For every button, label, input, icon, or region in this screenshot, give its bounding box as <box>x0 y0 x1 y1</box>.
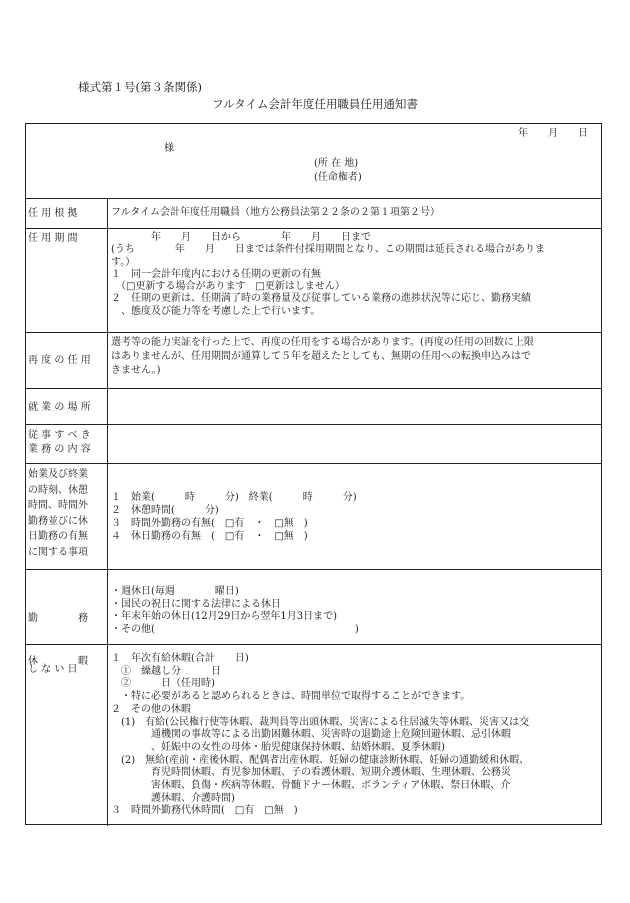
location-field: (所 在 地) <box>314 158 359 169</box>
row-divider <box>26 198 601 199</box>
hours-label-line: 始業及び終業 <box>28 469 88 480</box>
hours-line: ２ 休憩時間( 分) <box>111 505 219 516</box>
period-line: 、態度及び能力等を考慮した上で行います。 <box>111 305 321 317</box>
leave-line: 害休暇、負傷・疾病等休暇、骨髄ドナー休暇、ボランティア休暇、祭日休暇、介 <box>111 780 511 792</box>
hours-line: ４ 休日勤務の有無 ( □有 ・ □無 ) <box>111 531 308 542</box>
row-divider <box>26 424 601 425</box>
hours-line: ３ 時間外勤務の有無( □有 ・ □無 ) <box>111 518 308 529</box>
basis-label: 任 用 根 拠 <box>28 208 78 219</box>
hours-label-line: 日勤務の有無 <box>28 531 88 542</box>
period-line: 年 月 日から 年 月 日まで <box>111 232 371 243</box>
duties-label <box>28 429 105 456</box>
non-working-days-text <box>111 586 359 636</box>
leave-line: １ 年次有給休暇(合計 日) <box>111 653 249 664</box>
addressee-suffix: 様 <box>164 143 174 154</box>
form-number-label: 様式第１号(第３条関係) <box>78 80 202 94</box>
hours-text <box>111 491 357 543</box>
leave-line: 護休暇、介護時間) <box>111 792 235 804</box>
document-title: フルタイム会計年度任用職員任用通知書 <box>212 97 418 111</box>
hours-line: １ 始業( 時 分) 終業( 時 分) <box>111 492 357 503</box>
reappointment-label: 再 度 の 任 用 <box>28 355 91 366</box>
leave-line: 育児時間休暇、育児参加休暇、子の看護休暇、短期介護休暇、生理休暇、公務災 <box>111 767 511 779</box>
period-line: ２ 任期の更新は、任期満了時の業務量及び従事している業務の進捗状況等に応じ、勤務実績 <box>111 293 531 305</box>
leave-line: ② 日（任用時) <box>111 678 215 690</box>
basis-text: フルタイム会計年度任用職員（地方公務員法第２２条の２第１項第２号） <box>111 207 440 218</box>
period-line: す。） <box>111 256 136 268</box>
non-working-days-label-line: 勤 務 <box>28 613 88 624</box>
row-divider <box>26 332 601 333</box>
row-divider <box>26 569 601 570</box>
period-line: １ 同一会計年度内における任期の更新の有無 <box>111 268 321 280</box>
row-divider <box>26 463 601 464</box>
leave-line: ３ 時間外勤務代休時間( □有 □無 ) <box>111 805 298 817</box>
reappointment-text <box>111 336 534 378</box>
leave-line: 通機関の事故等による出勤困難休暇、災害時の退勤途上危険回避休暇、忌引休暇 <box>111 729 511 741</box>
period-line: （□更新する場合があります □更新はしません） <box>111 281 345 293</box>
hours-label-line: の時刻、休憩 <box>28 484 88 496</box>
row-divider <box>26 228 601 229</box>
period-line: (うち 年 月 日までは条件付採用期間となり、この期間は延長される場合がありま <box>111 244 545 256</box>
period-label: 任 用 期 間 <box>28 233 78 244</box>
leave-line: ① 繰越し分 日 <box>111 665 221 677</box>
non-working-days-line: ・年末年始の休日(12月29日から翌年1月3日まで) <box>111 611 337 622</box>
non-working-days-label-line: し な い 日 <box>28 664 78 675</box>
row-divider <box>26 644 601 645</box>
leave-line: ２ その他の休暇 <box>111 703 191 715</box>
hours-label-line: に関する事項 <box>28 546 88 558</box>
appointer-field: (任命権者) <box>314 172 362 183</box>
non-working-days-line: ・国民の祝日に関する法律による休日 <box>111 598 281 610</box>
leave-line: (1) 有給(公民権行使等休暇、裁判員等出頭休暇、災害による住居滅失等休暇、災害又は交 <box>111 716 530 728</box>
leave-line: 、妊娠中の女性の母体・胎児健康保持休暇、結婚休暇、夏季休暇) <box>111 741 445 753</box>
hours-label-line: 勤務並びに休 <box>28 515 88 527</box>
non-working-days-label <box>28 576 105 712</box>
workplace-label: 就 業 の 場 所 <box>28 402 91 413</box>
leave-text <box>111 653 529 818</box>
period-text <box>111 232 545 318</box>
leave-label: 休 暇 <box>28 656 88 667</box>
issue-date: 年 月 日 <box>518 128 588 139</box>
reappointment-line: はありませんが、任用期間が通算して５年を超えたとしても、無期の任用への転換申込みはで <box>111 351 531 362</box>
leave-line: (2) 無給(産前・産後休暇、配偶者出産休暇、妊婦の健康診断休暇、妊婦の通勤緩和休暇、 <box>111 754 530 766</box>
duties-label-line: 従 事 す べ き <box>28 430 91 441</box>
appointment-notice-table <box>25 123 602 825</box>
duties-label-line: 業 務 の 内 容 <box>28 443 91 455</box>
reappointment-line: 選考等の能力実証を行った上で、再度の任用をする場合があります。(再度の任用の回数に上限 <box>111 337 534 348</box>
leave-line: ・特に必要があると認められるときは、時間単位で取得することができます。 <box>111 691 471 703</box>
non-working-days-line: ・その他( ) <box>111 623 359 635</box>
hours-label-line: 時間、時間外 <box>28 500 88 511</box>
hours-label <box>28 467 105 560</box>
label-column-divider <box>107 198 108 826</box>
row-divider <box>26 388 601 389</box>
reappointment-line: きません。) <box>111 365 161 376</box>
non-working-days-line: ・週休日(毎週 曜日) <box>111 586 239 597</box>
